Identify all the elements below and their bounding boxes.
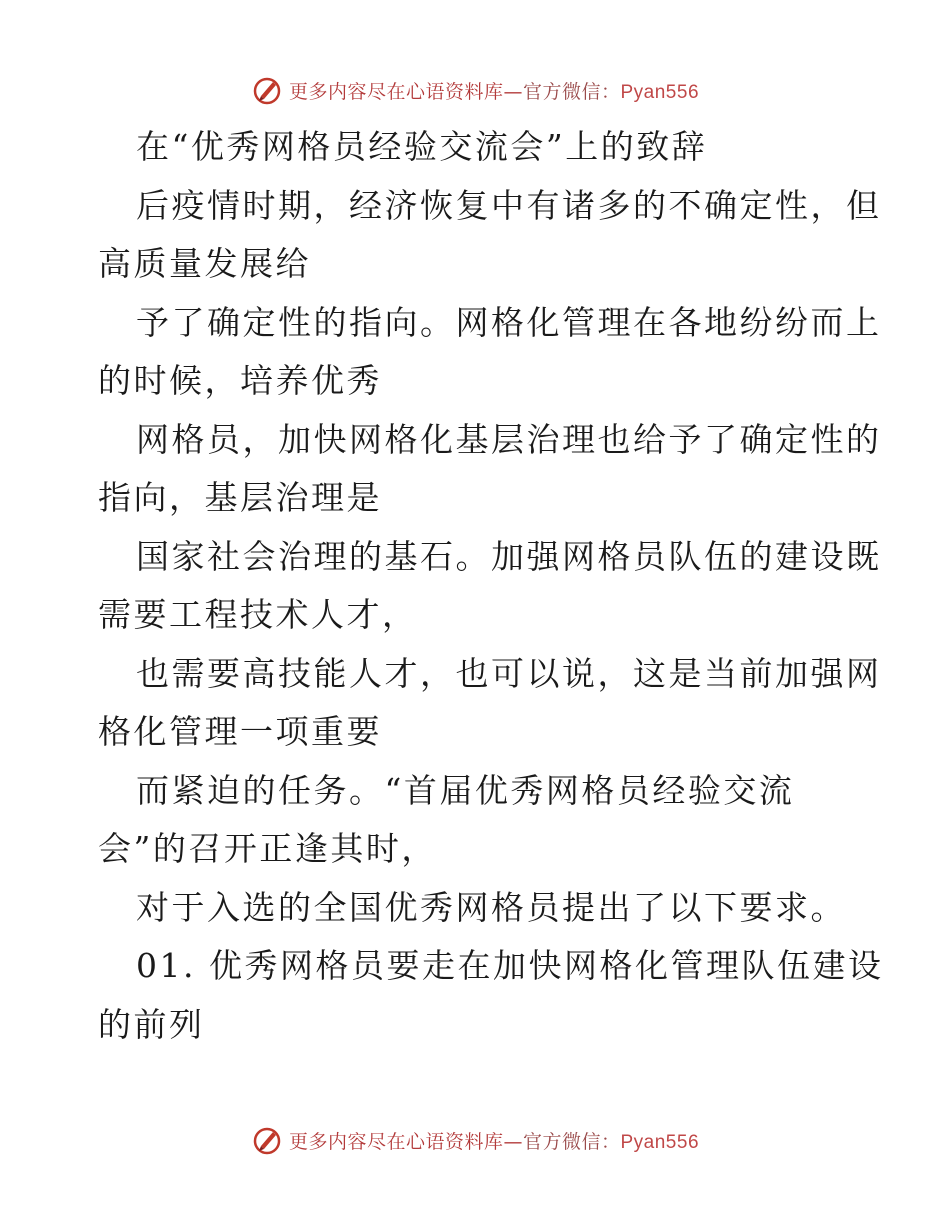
banner-account: Pyan556 <box>620 1131 700 1153</box>
text-line: 格化管理一项重要 <box>98 712 382 751</box>
banner-wechat-label: 官方微信： <box>522 80 621 103</box>
text-line: 会”的召开正逢其时， <box>98 829 437 868</box>
banner-text <box>289 77 699 104</box>
header-banner <box>0 70 950 110</box>
text-line: 01. 优秀网格员要走在加快网格化管理队伍建设 <box>136 946 884 985</box>
text-line: 指向，基层治理是 <box>98 478 382 517</box>
text-line: 予了确定性的指向。网格化管理在各地纷纷而上 <box>136 302 882 342</box>
text-line: 国家社会治理的基石。加强网格员队伍的建设既 <box>136 536 882 576</box>
pen-logo-icon <box>251 1124 283 1156</box>
text-line: 的前列 <box>98 1004 205 1044</box>
banner-text <box>289 1127 699 1154</box>
text-line: 需要工程技术人才， <box>98 595 418 634</box>
document-body <box>98 118 884 1054</box>
text-line: 对于入选的全国优秀网格员提出了以下要求。 <box>136 887 846 927</box>
banner-separator: — <box>503 1130 523 1153</box>
banner-account: Pyan556 <box>620 81 700 103</box>
banner-separator: — <box>503 80 523 103</box>
text-line: 高质量发展给 <box>98 244 311 283</box>
pen-logo-icon <box>251 74 283 106</box>
footer-banner <box>0 1120 950 1160</box>
text-line: 网格员，加快网格化基层治理也给予了确定性的 <box>136 419 882 459</box>
banner-wechat-label: 官方微信： <box>522 1130 621 1153</box>
text-line: 后疫情时期，经济恢复中有诸多的不确定性，但 <box>136 185 882 225</box>
banner-title: 更多内容尽在心语资料库 <box>288 80 504 103</box>
text-line: 的时候，培养优秀 <box>98 361 382 400</box>
text-line: 在“优秀网格员经验交流会”上的致辞 <box>136 127 708 166</box>
text-line: 而紧迫的任务。“首届优秀网格员经验交流 <box>136 770 795 810</box>
text-line: 也需要高技能人才，也可以说，这是当前加强网 <box>136 653 882 693</box>
banner-title: 更多内容尽在心语资料库 <box>288 1130 504 1153</box>
